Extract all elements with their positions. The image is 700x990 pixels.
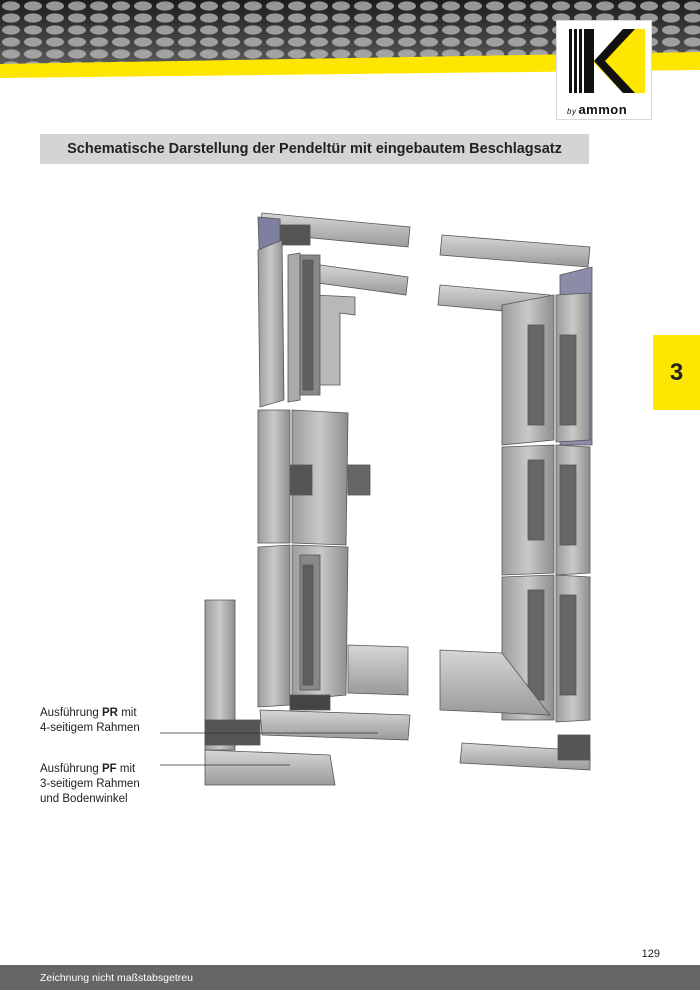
footer-note: Zeichnung nicht maßstabsgetreu	[40, 971, 193, 984]
footer-bar	[0, 965, 700, 990]
chapter-number: 3	[669, 358, 684, 386]
callout-pf: Ausführung PF mit 3-seitigem Rahmen und Bodenwinkel	[40, 763, 140, 805]
brand-wordmark: by ammon	[567, 102, 628, 117]
callout-pr: Ausführung PR mit 4-seitigem Rahmen	[40, 707, 140, 734]
door-schematic-drawing	[150, 195, 610, 805]
page-number: 129	[641, 948, 660, 960]
page-title: Schematische Darstellung der Pendeltür mit eingebautem Beschlagsatz	[67, 141, 562, 157]
section-title-bar	[40, 134, 589, 164]
brand-logo	[556, 20, 652, 120]
chapter-tab	[653, 335, 700, 410]
